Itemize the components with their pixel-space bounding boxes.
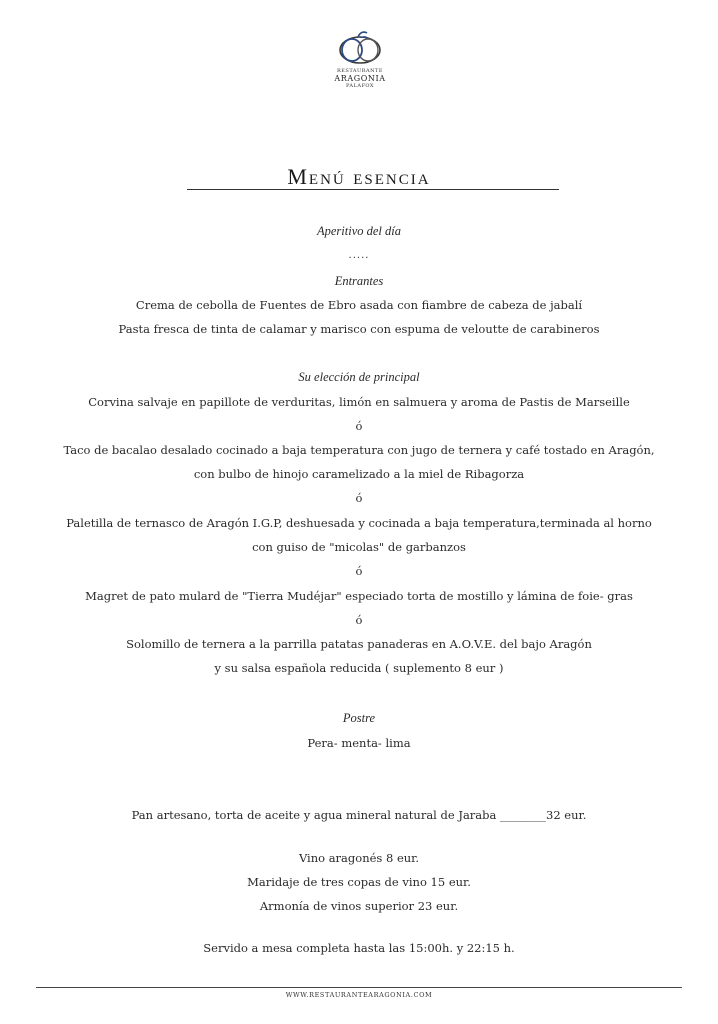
principal-item-cont: con bulbo de hinojo caramelizado a la miel de Ribagorza	[193, 467, 525, 481]
principal-item: Solomillo de ternera a la parrilla patatas panaderas en A.O.V.E. del bajo Aragón	[126, 637, 592, 651]
principal-item: Corvina salvaje en papillote de verduritas, limón en salmuera y aroma de Pastis de Marseille	[88, 395, 630, 409]
logo-text-main: ARAGONIA	[334, 74, 386, 83]
principal-or: ó	[355, 419, 363, 433]
principal-or: ó	[355, 564, 363, 578]
logo-text-bottom: PALAFOX	[346, 83, 374, 89]
pairing-price-line: Maridaje de tres copas de vino 15 eur.	[247, 875, 471, 889]
principal-item: Magret de pato mulard de "Tierra Mudéjar" especiado torta de mostillo y lámina de foie- gras	[85, 589, 633, 603]
principal-or: ó	[355, 491, 363, 505]
principal-item-cont: con guiso de "micolas" de garbanzos	[252, 540, 466, 554]
wine-price-line: Vino aragonés 8 eur.	[298, 851, 420, 865]
menu-title: Menú esencia	[287, 164, 431, 189]
logo-text-top: RESTAURANTE	[337, 68, 383, 74]
principal-heading: Su elección de principal	[298, 370, 420, 384]
restaurant-logo	[320, 30, 400, 89]
website-link[interactable]: WWW.RESTAURANTEARAGONIA.COM	[285, 991, 433, 999]
service-hours-line: Servido a mesa completa hasta las 15:00h. y 22:15 h.	[203, 941, 515, 955]
principal-or: ó	[355, 613, 363, 627]
entrantes-heading: Entrantes	[334, 274, 384, 288]
postre-heading: Postre	[342, 711, 376, 725]
principal-item-cont: y su salsa española reducida ( suplemento 8 eur )	[214, 661, 504, 675]
entrante-item: Pasta fresca de tinta de calamar y marisco con espuma de veloutte de carabineros	[118, 322, 600, 336]
separator-dots: .....	[348, 250, 370, 261]
premium-wine-price-line: Armonía de vinos superior 23 eur.	[259, 899, 459, 913]
title-divider	[187, 189, 559, 190]
postre-item: Pera- menta- lima	[307, 736, 411, 750]
aperitivo-line: Aperitivo del día	[316, 224, 401, 238]
bread-price-line: Pan artesano, torta de aceite y agua mineral natural de Jaraba ________32 eur.	[131, 808, 587, 822]
principal-item: Paletilla de ternasco de Aragón I.G.P, deshuesada y cocinada a baja temperatura,terminada al horno	[66, 516, 652, 530]
logo-mark-icon	[330, 30, 390, 66]
footer-divider	[36, 987, 682, 988]
principal-item: Taco de bacalao desalado cocinado a baja temperatura con jugo de ternera y café tostado en Aragón,	[63, 443, 655, 457]
entrante-item: Crema de cebolla de Fuentes de Ebro asada con fiambre de cabeza de jabalí	[135, 298, 583, 312]
